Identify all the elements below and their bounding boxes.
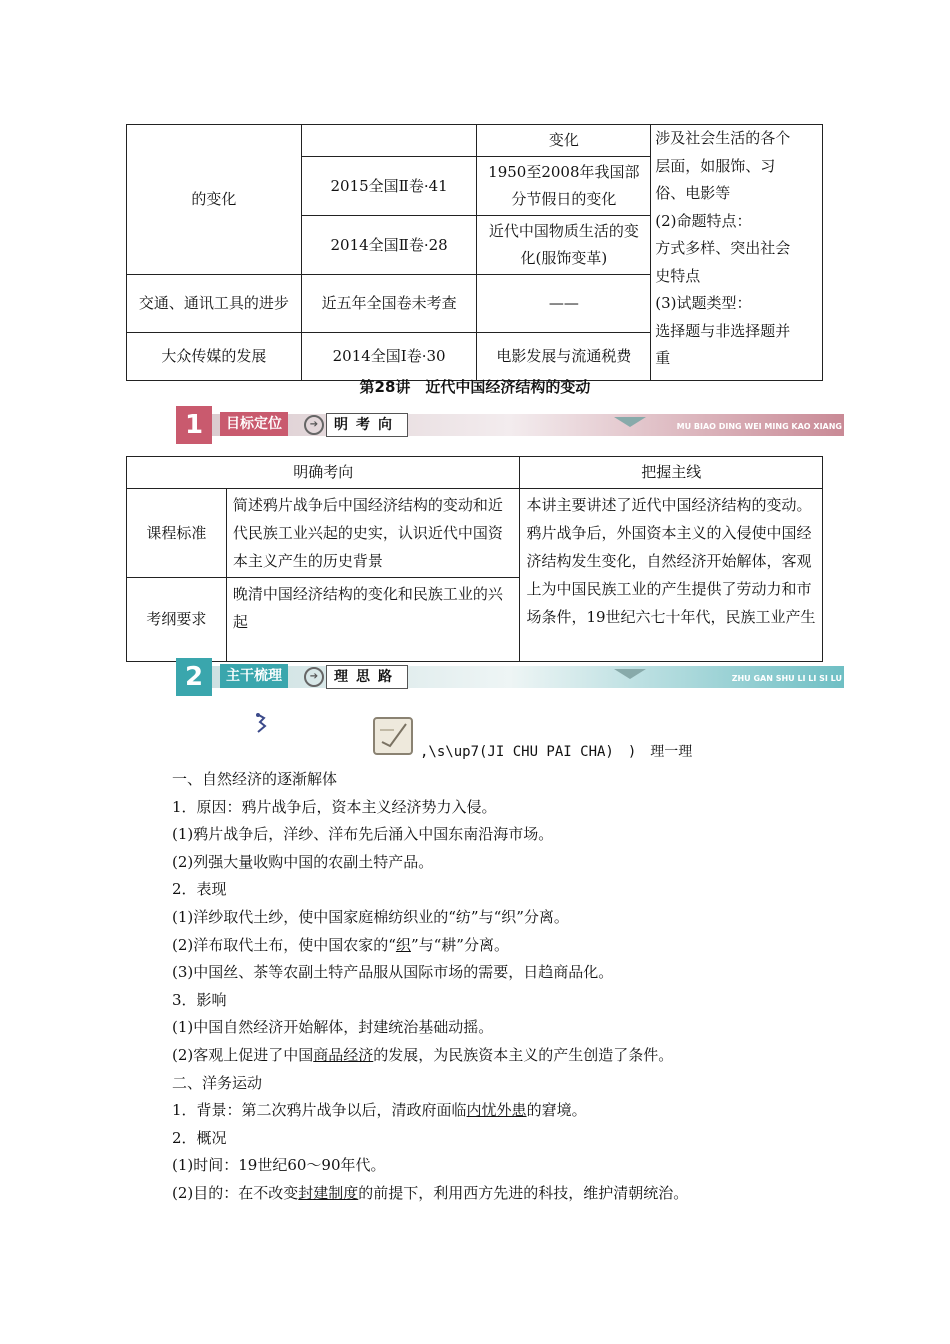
lecture-title: 第28讲 近代中国经济结构的变动 xyxy=(359,378,591,396)
check-mark-icon xyxy=(614,417,646,427)
notes-cell xyxy=(651,125,823,381)
paragraph xyxy=(172,932,812,960)
exam-cell: 2014全国Ⅰ卷·30 xyxy=(301,333,477,381)
underlined-term: 封建制度 xyxy=(298,1183,359,1202)
circle-arrow-icon: ➔ xyxy=(304,415,324,435)
paragraph xyxy=(172,1042,812,1070)
exam-cell: 2014全国Ⅱ卷·28 xyxy=(301,216,477,275)
content-cell: 1950至2008年我国部分节假日的变化 xyxy=(477,157,651,216)
exam-cell xyxy=(301,125,477,157)
heading: 一、自然经济的逐渐解体 xyxy=(172,770,338,788)
paragraph xyxy=(172,1180,812,1208)
paragraph: (3)中国丝、茶等农副土特产品服从国际市场的需要，日趋商品化。 xyxy=(172,963,614,982)
label-cell: 考纲要求 xyxy=(127,578,227,662)
paragraph: 2．表现 xyxy=(172,880,227,899)
note-line: 重 xyxy=(655,349,671,367)
paragraph: 1．原因：鸦片战争后，资本主义经济势力入侵。 xyxy=(172,797,497,816)
paragraph: 3．影响 xyxy=(172,990,227,1009)
note-line: 俗、电影等 xyxy=(655,184,731,202)
paragraph: (1)中国自然经济开始解体，封建统治基础动摇。 xyxy=(172,1018,494,1037)
banner-subtitle: 理思路 xyxy=(326,665,408,689)
outline-body xyxy=(172,766,812,1208)
goal-table xyxy=(126,456,823,662)
banner-subtitle: 明考向 xyxy=(326,413,408,437)
paragraph: (1)洋纱取代土纱，使中国家庭棉纺织业的“纺”与“织”分离。 xyxy=(172,907,569,926)
exam-overview-table xyxy=(126,124,823,381)
text-span: ”与“耕”分离。 xyxy=(410,935,509,954)
banner-pinyin: MU BIAO DING WEI MING KAO XIANG xyxy=(676,422,842,431)
banner-tag: 主干梳理 xyxy=(220,664,288,688)
text-span: 的前提下，利用西方先进的科技，维护清朝统治。 xyxy=(358,1183,689,1202)
note-line: 选择题与非选择题并 xyxy=(655,321,791,340)
check-mark-icon xyxy=(614,669,646,679)
paragraph xyxy=(172,1097,812,1125)
text-span: (2)目的：在不改变 xyxy=(172,1183,299,1202)
header-cell: 把握主线 xyxy=(520,457,823,489)
text-span: 1．背景：第二次鸦片战争以后，清政府面临 xyxy=(172,1101,467,1120)
text-cell: 晚清中国经济结构的变化和民族工业的兴起 xyxy=(226,578,520,662)
note-line: 史特点 xyxy=(655,266,701,285)
circle-arrow-icon: ➔ xyxy=(304,667,324,687)
content-cell: 电影发展与流通税费 xyxy=(477,333,651,381)
text-span: (2)客观上促进了中国 xyxy=(172,1045,314,1064)
topic-cell: 大众传媒的发展 xyxy=(127,333,302,381)
note-line: 层面，如服饰、习 xyxy=(655,156,776,175)
note-line: 方式多样、突出社会 xyxy=(655,239,791,257)
section-banner-goals xyxy=(176,406,844,444)
paragraph: (1)时间：19世纪60～90年代。 xyxy=(172,1156,386,1175)
label-cell: 课程标准 xyxy=(127,489,227,578)
note-line: (3)试题类型： xyxy=(655,294,752,312)
notebook-icon xyxy=(370,712,418,758)
heading: 二、洋务运动 xyxy=(172,1073,263,1092)
text-span: 的窘境。 xyxy=(526,1101,587,1120)
runner-figure-icon xyxy=(254,712,268,734)
underlined-term: 织 xyxy=(395,935,411,954)
paragraph: (2)列强大量收购中国的农副土特产品。 xyxy=(172,852,434,871)
section-header: ,\s\up7(JI CHU PAI CHA) ) 理一理 xyxy=(420,744,693,760)
paragraph: (1)鸦片战争后，洋纱、洋布先后涌入中国东南沿海市场。 xyxy=(172,825,554,844)
main-line-cell: 本讲主要讲述了近代中国经济结构的变动。鸦片战争后，外国资本主义的入侵使中国经济结构发生变化，自然经济开始解体，客观上为中国民族工业的产生提供了劳动力和市场条件，19世纪六七十年代，民族工业产生 xyxy=(520,489,823,662)
topic-cell: 交通、通讯工具的进步 xyxy=(127,275,302,333)
underlined-term: 内忧外患 xyxy=(466,1101,527,1120)
topic-cell: 的变化 xyxy=(127,125,302,275)
content-cell: 变化 xyxy=(477,125,651,157)
exam-cell: 2015全国Ⅱ卷·41 xyxy=(301,157,477,216)
banner-tag: 目标定位 xyxy=(220,412,288,436)
text-span: 的发展，为民族资本主义的产生创造了条件。 xyxy=(373,1045,674,1064)
exam-cell: 近五年全国卷未考查 xyxy=(301,275,477,333)
paragraph: 2．概况 xyxy=(172,1128,227,1147)
content-cell: 近代中国物质生活的变化(服饰变革) xyxy=(477,216,651,275)
note-line: 涉及社会生活的各个 xyxy=(655,129,791,147)
content-cell: —— xyxy=(477,275,651,333)
banner-number: 1 xyxy=(176,406,212,444)
banner-number: 2 xyxy=(176,658,212,696)
text-span: (2)洋布取代土布，使中国农家的“ xyxy=(172,935,396,954)
section-banner-outline xyxy=(176,658,844,696)
underlined-term: 商品经济 xyxy=(313,1045,374,1064)
banner-pinyin: ZHU GAN SHU LI LI SI LU xyxy=(731,674,842,683)
header-cell: 明确考向 xyxy=(127,457,520,489)
note-line: (2)命题特点： xyxy=(655,211,752,230)
text-cell: 简述鸦片战争后中国经济结构的变动和近代民族工业兴起的史实，认识近代中国资本主义产生的历史背景 xyxy=(226,489,520,578)
